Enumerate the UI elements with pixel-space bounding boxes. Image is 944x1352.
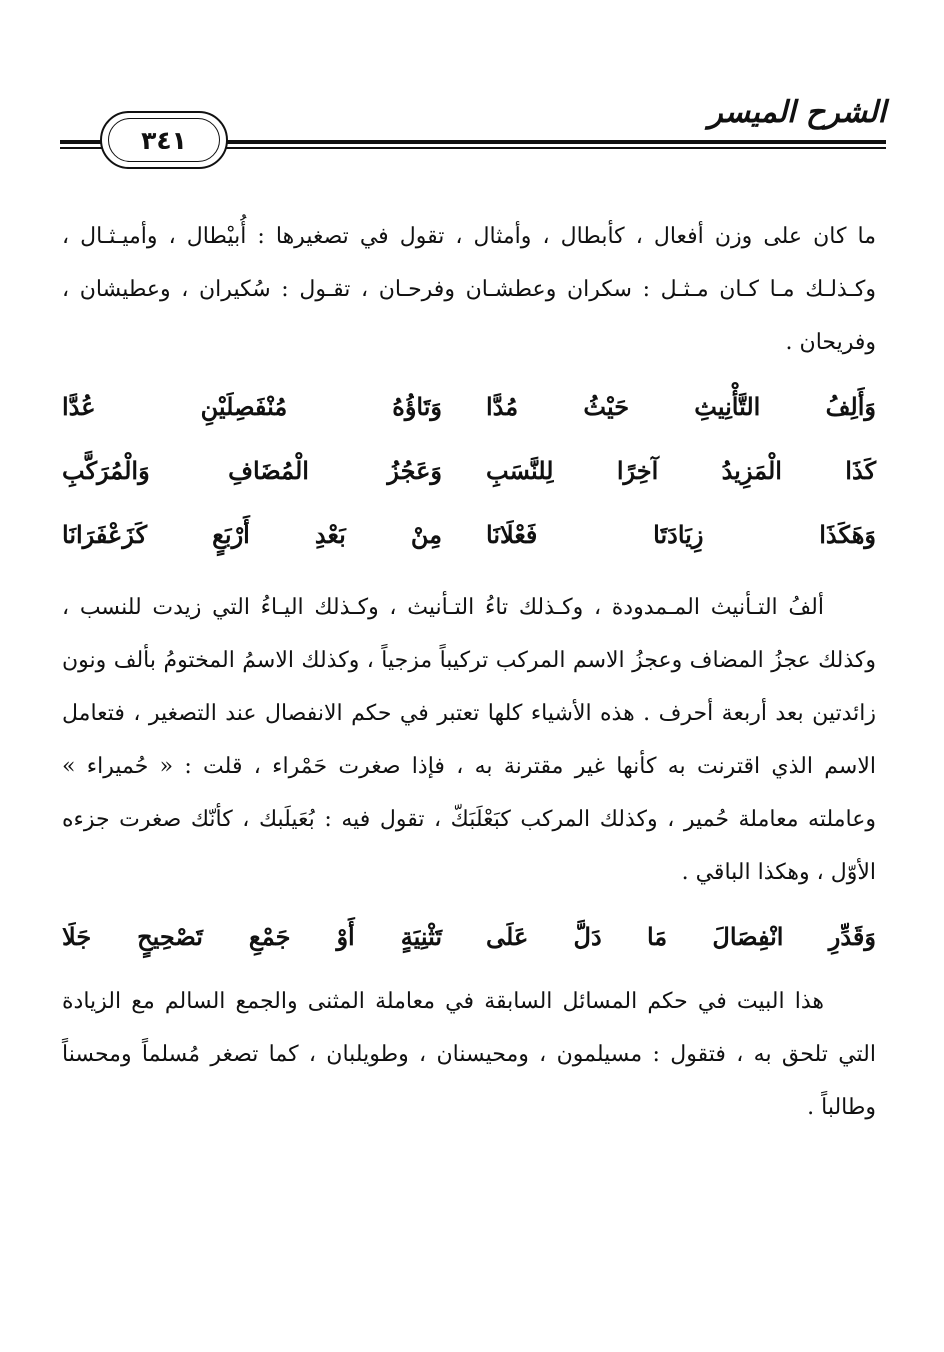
page-number: ٣٤١ (108, 118, 220, 162)
verse-2-first-hemistich: كَذَا الْمَزِيدُ آخِرًا لِلنَّسَبِ (486, 456, 876, 485)
book-title: الشرح الميسر (708, 95, 886, 130)
verse-line-4 (62, 905, 876, 969)
verse-line-1 (62, 375, 876, 439)
verse-4-first-hemistich: وَقَدِّرِ انْفِصَالَ مَا دَلَّ عَلَى (486, 922, 876, 951)
verse-line-2 (62, 439, 876, 503)
verse-1-first-hemistich: وَأَلِفُ التَّأْنِيثِ حَيْثُ مُدَّا (486, 392, 876, 421)
verse-1-second-hemistich: وَتَاؤُهُ مُنْفَصِلَيْنِ عُدَّا (62, 392, 442, 421)
verse-line-3 (62, 503, 876, 567)
paragraph-2: ألفُ التـأنيث المـمدودة ، وكـذلك تاءُ التـأنيث ، وكـذلك اليـاءُ التي زيدت للنسب ، وكذلك عجزُ المضاف وعجزُ الاسم المركب تركيباً مزجياً ، وكذلك الاسمُ المختومُ بألف ونون زائدتين بعد أربعة أحرف . هذه الأشياء كلها تعتبر في حكم الانفصال عند التصغير ، فتعامل الاسم الذي اقترنت به كأنها غير مقترنة به ، فإذا صغرت حَمْراء ، قلت : « حُميراء » وعاملته معاملة حُمير ، وكذلك المركب كبَعْلَبَكّ ، تقول فيه : بُعَيلَبك ، كأنّك صغرت جزءه الأوّل ، وهكذا الباقي . (62, 595, 876, 885)
verse-3-second-hemistich: مِنْ بَعْدِ أَرْبَعٍ كَزَعْفَرَانَا (62, 520, 442, 549)
paragraph-3: هذا البيت في حكم المسائل السابقة في معاملة المثنى والجمع السالم مع الزيادة التي تلحق به ، فتقول : مسيلمون ، ومحيسنان ، وطويلبان ، كما تصغر مُسلماً ومحسناً وطالباً . (62, 989, 876, 1120)
page-number-badge (100, 111, 228, 169)
verse-4-second-hemistich: تَثْنِيَةٍ أَوْ جَمْعِ تَصْحِيحٍ جَلَا (62, 922, 442, 951)
paragraph-1: ما كان على وزن أفعال ، كأبطال ، وأمثال ، تقول في تصغيرها : أُبيْطال ، وأميـثـال ، وكـذلـك مـا كـان مـثـل : سكران وعطشـان وفرحـان ، تقـول : سُكيران ، وعطيشان ، وفريحان . (62, 224, 876, 355)
page-header (60, 95, 886, 165)
verse-2-second-hemistich: وَعَجُزُ الْمُضَافِ وَالْمُرَكَّبِ (62, 456, 442, 485)
page-body (62, 210, 876, 1134)
verse-3-first-hemistich: وَهَكَذَا زِيَادَتَا فَعْلَانَا (486, 520, 876, 549)
